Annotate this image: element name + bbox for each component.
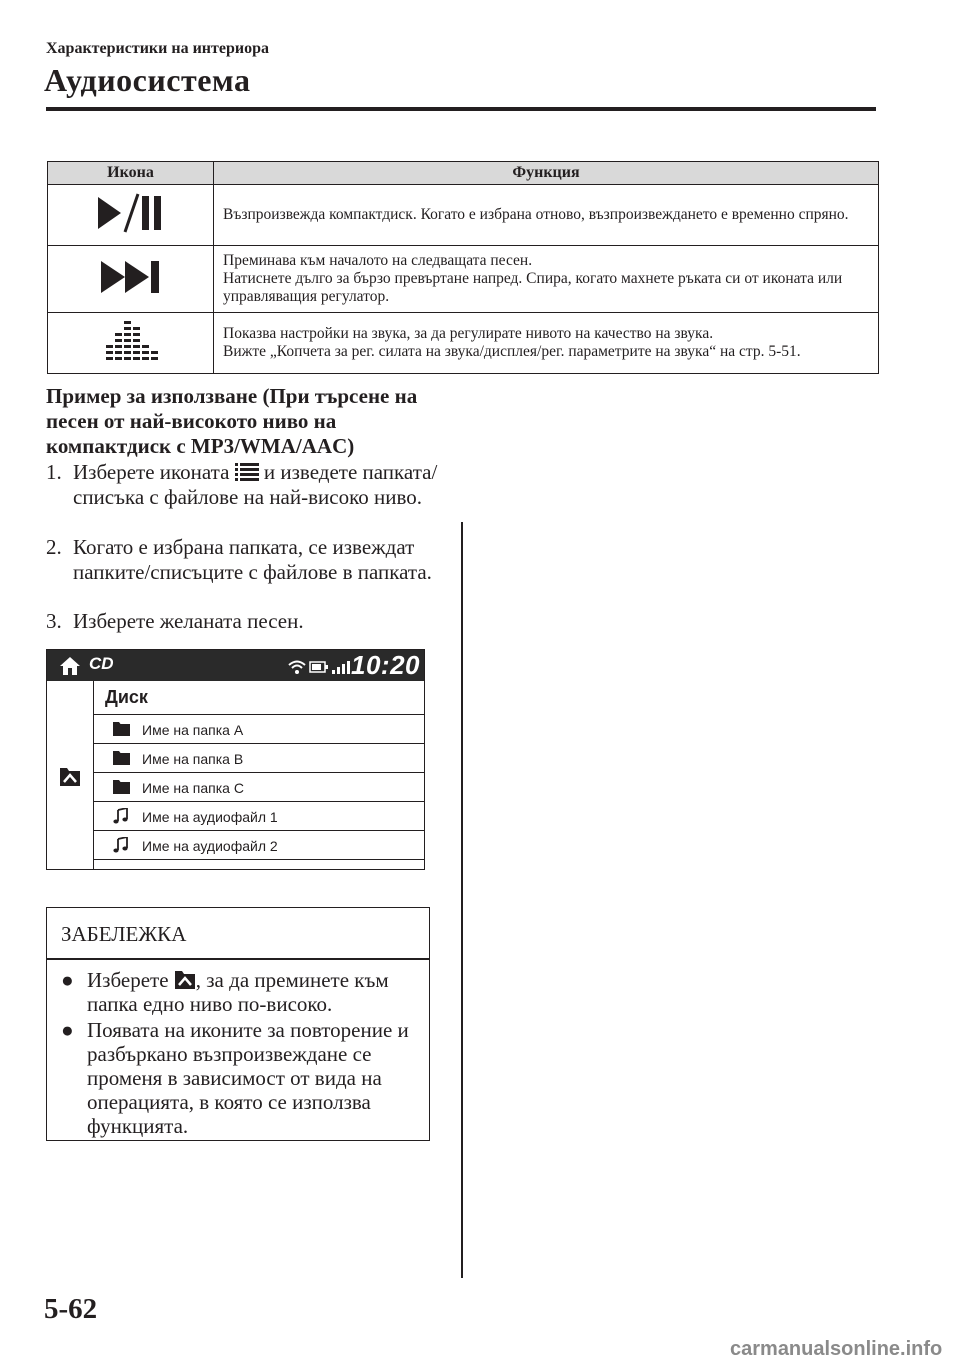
note-item — [61, 1018, 421, 1138]
equalizer-icon — [104, 319, 158, 363]
step-number: 2. — [46, 535, 62, 559]
list-item-label: Име на аудиофайл 2 — [142, 838, 278, 854]
column-header-function: Функция — [214, 162, 879, 185]
play-pause-icon — [96, 192, 166, 234]
page-number: 5-62 — [44, 1293, 98, 1325]
note-item — [61, 968, 421, 1016]
list-item[interactable] — [94, 715, 424, 744]
step-1 — [46, 460, 446, 510]
source-label: CD — [89, 654, 114, 673]
display-screen — [46, 649, 425, 870]
music-note-icon — [113, 808, 129, 824]
watermark: carmanualsonline.info — [730, 1338, 943, 1360]
folder-icon — [113, 721, 130, 736]
list-title: Диск — [94, 681, 424, 715]
clock: 10:20 — [351, 650, 420, 680]
note-text: , за да преминете към папка едно ниво по-високо. — [87, 968, 389, 1016]
icon-cell — [48, 185, 214, 246]
note-divider — [47, 958, 429, 960]
signal-strength-icon — [331, 659, 351, 675]
note-box — [46, 907, 430, 1141]
section-label: Характеристики на интериора — [46, 40, 269, 57]
list-item-label: Име на папка A — [142, 722, 244, 738]
function-table — [47, 161, 879, 374]
bullet-icon: ● — [61, 1018, 74, 1042]
step-text: Когато е избрана папката, се извеждат папките/списъците с файлове в папката. — [73, 535, 432, 584]
list-item[interactable] — [94, 744, 424, 773]
example-heading: Пример за използване (При търсене на песен от най-високото ниво на компактдиск с MP3/WMA/AAC) — [46, 384, 418, 458]
bullet-icon: ● — [61, 968, 74, 992]
list-item[interactable] — [94, 802, 424, 831]
function-description: Възпроизвежда компактдиск. Когато е избрана отново, възпроизвеждането е временно спряно. — [214, 185, 879, 246]
folder-icon — [113, 750, 130, 765]
step-number: 3. — [46, 609, 62, 633]
step-text: и изведете папката/списъка с файлове на най-високо ниво. — [73, 460, 438, 509]
title-rule — [46, 107, 876, 111]
folder-up-icon — [174, 968, 196, 990]
list-icon — [235, 462, 259, 482]
step-number: 1. — [46, 460, 62, 484]
step-text: Изберете иконата — [73, 460, 230, 484]
list-item-label: Име на аудиофайл 1 — [142, 809, 278, 825]
note-title: ЗАБЕЛЕЖКА — [61, 922, 187, 946]
function-description: Показва настройки на звука, за да регулирате нивото на качество на звука. Вижте „Копчета за рег. силата на звука/дисплея/рег. параметрите на звука“ на стр. 5-51. — [214, 313, 879, 374]
list-item[interactable] — [94, 831, 424, 860]
icon-cell — [48, 246, 214, 313]
folder-icon — [113, 779, 130, 794]
step-2 — [46, 535, 446, 585]
step-3 — [46, 609, 446, 634]
function-description: Преминава към началото на следващата песен. Натиснете дълго за бързо превъртане напред. Спира, когато махнете ръката си от иконата или управляващия регулатор. — [214, 246, 879, 313]
icon-cell — [48, 313, 214, 374]
battery-icon — [309, 660, 329, 674]
table-row — [48, 313, 879, 374]
column-divider — [461, 522, 463, 1278]
folder-up-icon[interactable] — [59, 765, 81, 787]
table-row — [48, 185, 879, 246]
page-title: Аудиосистема — [44, 62, 251, 98]
list-item-label: Име на папка C — [142, 780, 244, 796]
file-list — [94, 681, 424, 869]
skip-forward-icon — [99, 257, 163, 297]
screen-side-panel — [47, 681, 94, 869]
home-icon[interactable] — [59, 656, 81, 676]
note-text: Появата на иконите за повторение и разбъркано възпроизвеждане се променя в зависимост от вида на операцията, в която се използва функцията. — [87, 1018, 409, 1138]
table-row — [48, 246, 879, 313]
list-item[interactable] — [94, 773, 424, 802]
list-item-label: Име на папка B — [142, 751, 244, 767]
music-note-icon — [113, 837, 129, 853]
column-header-icon: Икона — [48, 162, 214, 185]
step-text: Изберете желаната песен. — [73, 609, 304, 633]
wifi-icon — [288, 659, 306, 675]
screen-status-bar — [47, 650, 424, 681]
note-text: Изберете — [87, 968, 169, 992]
